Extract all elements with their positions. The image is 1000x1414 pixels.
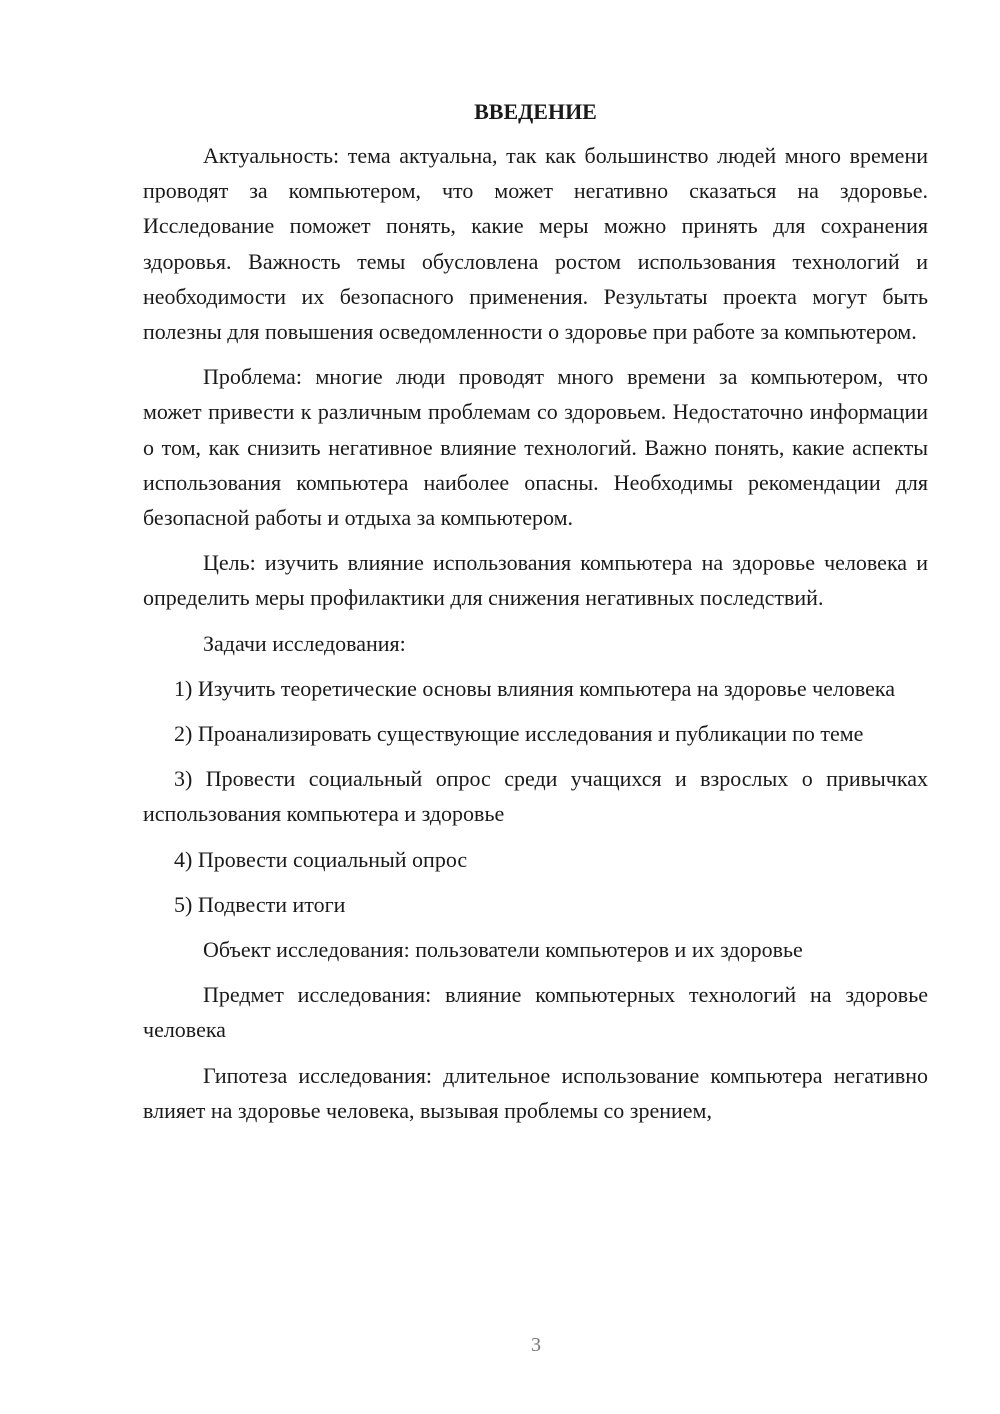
problem-paragraph: Проблема: многие люди проводят много времени за компьютером, что может привести к различным проблемам со здоровьем. Недостаточно информации о том, как снизить негативное влияние технологий. Важно понять, какие аспекты использования компьютера наиболее опасны. Необходимы рекомендации для безопасной работы и отдыха за компьютером. — [143, 364, 928, 531]
hypothesis-paragraph: Гипотеза исследования: длительное использование компьютера негативно влияет на здоровье человека, вызывая проблемы со зрением, — [143, 1062, 928, 1123]
task-item-3: 3) Провести социальный опрос среди учащихся и взрослых о привычках использования компьютера и здоровье — [143, 766, 928, 827]
task-item-4: 4) Провести социальный опрос — [174, 846, 468, 872]
task-item-5: 5) Подвести итоги — [174, 891, 346, 917]
object-paragraph: Объект исследования: пользователи компьютеров и их здоровье — [203, 937, 803, 963]
document-body — [143, 96, 928, 1128]
subject-paragraph: Предмет исследования: влияние компьютерных технологий на здоровье человека — [143, 982, 928, 1043]
relevance-paragraph: Актуальность: тема актуальна, так как большинство людей много времени проводят за компьютером, что может негативно сказаться на здоровье. Исследование поможет понять, какие меры можно принять для сохранения здоровья. Важность темы обусловлена ростом использования технологий и необходимости их безопасного применения. Результаты проекта могут быть полезны для повышения осведомленности о здоровье при работе за компьютером. — [143, 143, 928, 345]
task-item-1: 1) Изучить теоретические основы влияния компьютера на здоровье человека — [174, 675, 896, 701]
tasks-heading: Задачи исследования: — [203, 630, 406, 656]
task-item-2: 2) Проанализировать существующие исследования и публикации по теме — [174, 721, 864, 747]
page-title: ВВЕДЕНИЕ — [474, 99, 597, 124]
page-number: 3 — [531, 1334, 541, 1356]
goal-paragraph: Цель: изучить влияние использования компьютера на здоровье человека и определить меры профилактики для снижения негативных последствий. — [143, 550, 928, 611]
